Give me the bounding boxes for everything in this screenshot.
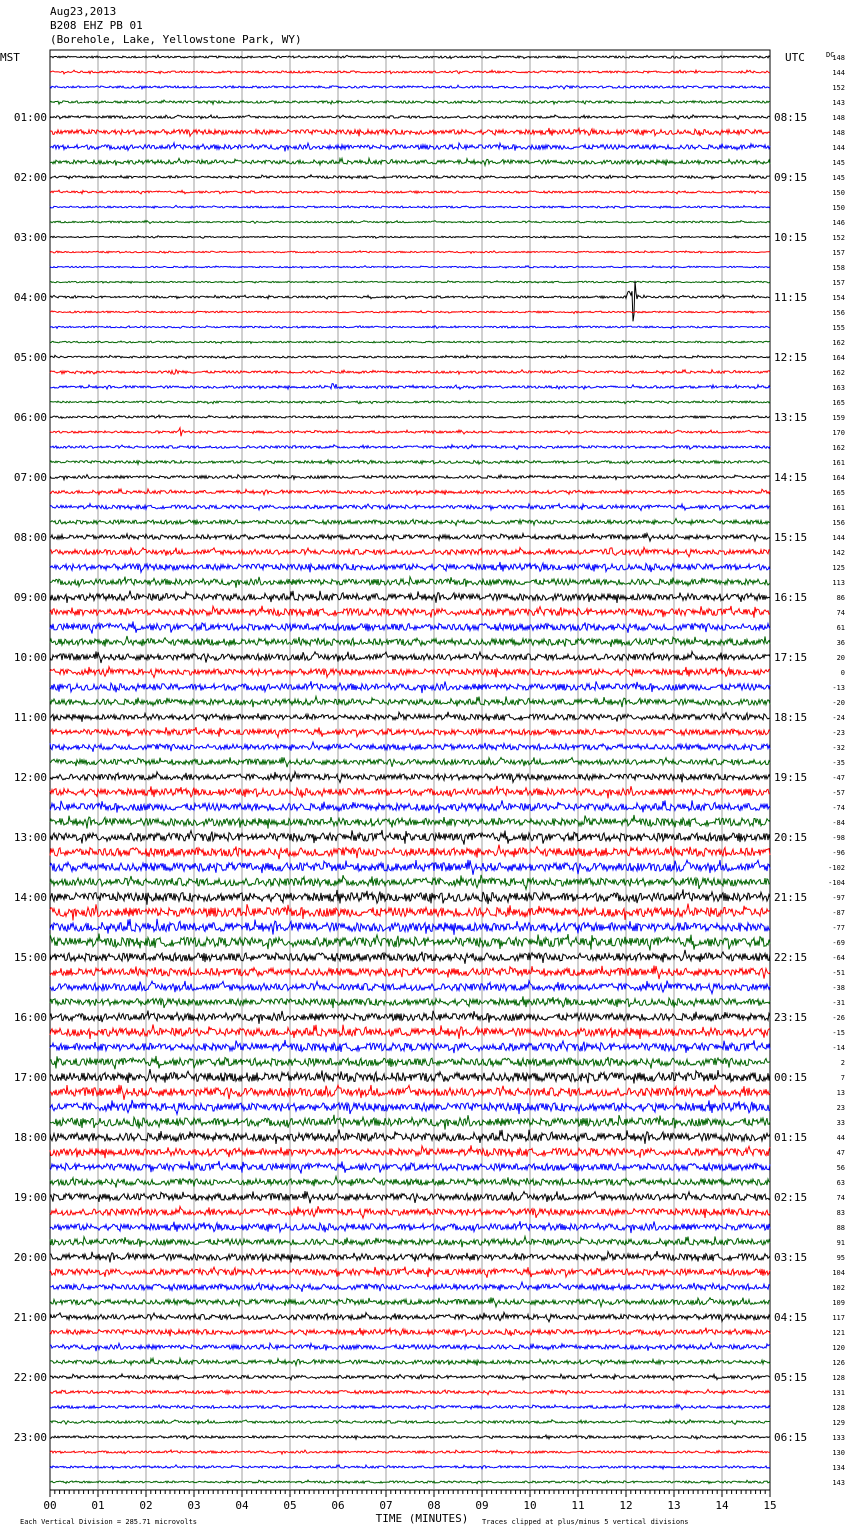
dc-offset-label: 146	[832, 219, 845, 227]
dc-offset-label: 150	[832, 189, 845, 197]
trace-line	[50, 236, 770, 239]
trace-line	[50, 251, 770, 254]
dc-offset-label: 144	[832, 144, 845, 152]
header-location: (Borehole, Lake, Yellowstone Park, WY)	[50, 33, 302, 46]
dc-offset-label: -97	[832, 894, 845, 902]
dc-label: DC	[826, 51, 835, 59]
dc-offset-label: -14	[832, 1044, 845, 1052]
trace-line	[50, 1389, 770, 1394]
dc-offset-label: 0	[840, 669, 845, 677]
x-tick-label: 12	[619, 1499, 633, 1512]
trace-line	[50, 934, 770, 951]
hour-label-mst: 05:00	[13, 351, 47, 364]
hour-label-mst: 03:00	[13, 231, 47, 244]
trace-line	[50, 889, 770, 904]
trace-line	[50, 341, 770, 344]
dc-offset-label: 95	[836, 1254, 845, 1262]
hour-label-utc: 21:15	[774, 891, 808, 904]
dc-offset-label: 129	[832, 1419, 845, 1427]
dc-offset-label: 128	[832, 1374, 845, 1382]
hour-label-utc: 11:15	[774, 291, 808, 304]
hour-label-utc: 06:15	[774, 1431, 808, 1444]
dc-offset-label: 162	[832, 369, 845, 377]
trace-line	[50, 1358, 770, 1365]
trace-line	[50, 489, 770, 495]
hour-label-utc: 20:15	[774, 831, 808, 844]
trace-line	[50, 1085, 770, 1100]
trace-line	[50, 966, 770, 980]
dc-offset-label: 148	[832, 114, 845, 122]
trace-line	[50, 786, 770, 799]
trace-line	[50, 1282, 770, 1292]
hour-label-mst: 18:00	[13, 1131, 47, 1144]
trace-line	[50, 474, 770, 479]
dc-offset-label: 44	[836, 1134, 845, 1142]
trace-line	[50, 190, 770, 194]
trace-line	[50, 547, 770, 556]
trace-line	[50, 1267, 770, 1278]
trace-line	[50, 1145, 770, 1158]
hour-label-utc: 19:15	[774, 771, 808, 784]
trace-line	[50, 904, 770, 921]
trace-line	[50, 757, 770, 767]
hour-label-utc: 10:15	[774, 231, 808, 244]
x-axis-title: TIME (MINUTES)	[375, 1512, 469, 1525]
trace-line	[50, 1191, 770, 1203]
hour-label-mst: 14:00	[13, 891, 47, 904]
footer-scale-note: Each Vertical Division = 285.71 microvolts	[20, 1518, 198, 1526]
trace-line	[50, 143, 770, 152]
trace-line	[50, 1480, 770, 1484]
hour-label-mst: 07:00	[13, 471, 47, 484]
hour-label-utc: 13:15	[774, 411, 808, 424]
dc-offset-label: 86	[836, 594, 845, 602]
hour-label-mst: 10:00	[13, 651, 47, 664]
trace-line	[50, 1100, 770, 1114]
hour-label-utc: 17:15	[774, 651, 808, 664]
trace-line	[50, 1221, 770, 1233]
dc-offset-label: 156	[832, 309, 845, 317]
dc-offset-label: 134	[832, 1464, 845, 1472]
dc-offset-label: -31	[832, 999, 845, 1007]
hour-label-mst: 12:00	[13, 771, 47, 784]
trace-line	[50, 55, 770, 58]
dc-offset-label: 104	[832, 1269, 845, 1277]
hour-label-utc: 12:15	[774, 351, 808, 364]
dc-offset-label: 88	[836, 1224, 845, 1232]
x-tick-label: 03	[187, 1499, 201, 1512]
dc-offset-label: 152	[832, 234, 845, 242]
trace-line	[50, 562, 770, 572]
dc-offset-label: -13	[832, 684, 845, 692]
dc-offset-label: 102	[832, 1284, 845, 1292]
dc-offset-label: 2	[840, 1059, 845, 1067]
trace-line	[50, 1405, 770, 1410]
x-tick-label: 04	[235, 1499, 249, 1512]
header-station: B208 EHZ PB 01	[50, 19, 143, 32]
trace-line	[50, 1298, 770, 1307]
trace-line	[50, 577, 770, 588]
trace-line	[50, 128, 770, 136]
trace-line	[50, 1161, 770, 1174]
trace-line	[50, 772, 770, 783]
hour-label-mst: 17:00	[13, 1071, 47, 1084]
hour-label-utc: 03:15	[774, 1251, 808, 1264]
dc-offset-label: 150	[832, 204, 845, 212]
trace-line	[50, 1435, 770, 1439]
hour-label-utc: 15:15	[774, 531, 808, 544]
trace-line	[50, 1450, 770, 1454]
trace-line	[50, 800, 770, 813]
trace-line	[50, 221, 770, 224]
hour-label-mst: 09:00	[13, 591, 47, 604]
dc-offset-label: -84	[832, 819, 845, 827]
dc-offset-label: 164	[832, 474, 845, 482]
dc-offset-label: 165	[832, 489, 845, 497]
x-tick-label: 00	[43, 1499, 57, 1512]
dc-offset-label: 74	[836, 609, 845, 617]
trace-line	[50, 100, 770, 104]
x-tick-label: 02	[139, 1499, 153, 1512]
trace-line	[50, 1236, 770, 1247]
dc-offset-label: -35	[832, 759, 845, 767]
dc-offset-label: -15	[832, 1029, 845, 1037]
hour-label-utc: 00:15	[774, 1071, 808, 1084]
trace-line	[50, 591, 770, 603]
dc-offset-label: 148	[832, 129, 845, 137]
dc-offset-label: -24	[832, 714, 845, 722]
x-tick-label: 15	[763, 1499, 777, 1512]
hour-label-mst: 22:00	[13, 1371, 47, 1384]
hour-label-utc: 22:15	[774, 951, 808, 964]
dc-offset-label: 117	[832, 1314, 845, 1322]
dc-offset-label: -69	[832, 939, 845, 947]
trace-line	[50, 727, 770, 737]
trace-line	[50, 742, 770, 752]
dc-offset-label: 83	[836, 1209, 845, 1217]
hour-label-mst: 11:00	[13, 711, 47, 724]
dc-offset-label: -38	[832, 984, 845, 992]
trace-line	[50, 1130, 770, 1144]
hour-label-utc: 09:15	[774, 171, 808, 184]
trace-line	[50, 281, 770, 322]
dc-offset-label: 120	[832, 1344, 845, 1352]
dc-offset-label: -64	[832, 954, 845, 962]
dc-offset-label: 157	[832, 249, 845, 257]
trace-line	[50, 1465, 770, 1469]
dc-offset-label: 121	[832, 1329, 845, 1337]
hour-label-utc: 18:15	[774, 711, 808, 724]
trace-line	[50, 1251, 770, 1262]
hour-label-mst: 21:00	[13, 1311, 47, 1324]
dc-offset-label: 162	[832, 444, 845, 452]
dc-offset-label: 47	[836, 1149, 845, 1157]
trace-line	[50, 205, 770, 208]
trace-line	[50, 115, 770, 119]
dc-offset-label: -96	[832, 849, 845, 857]
x-tick-label: 13	[667, 1499, 681, 1512]
trace-line	[50, 875, 770, 889]
trace-line	[50, 175, 770, 179]
dc-offset-label: 74	[836, 1194, 845, 1202]
trace-line	[50, 266, 770, 269]
x-tick-label: 07	[379, 1499, 393, 1512]
dc-offset-label: 56	[836, 1164, 845, 1172]
dc-offset-label: -104	[828, 879, 845, 887]
trace-line	[50, 460, 770, 465]
dc-offset-label: 91	[836, 1239, 845, 1247]
dc-offset-label: 143	[832, 1479, 845, 1487]
hour-label-utc: 02:15	[774, 1191, 808, 1204]
dc-offset-label: 156	[832, 519, 845, 527]
dc-offset-label: 125	[832, 564, 845, 572]
trace-line	[50, 696, 770, 707]
x-tick-label: 11	[571, 1499, 585, 1512]
trace-line	[50, 1056, 770, 1069]
dc-offset-label: 170	[832, 429, 845, 437]
trace-line	[50, 667, 770, 678]
trace-line	[50, 1420, 770, 1425]
dc-offset-label: 128	[832, 1404, 845, 1412]
dc-offset-label: -87	[832, 909, 845, 917]
dc-offset-label: -57	[832, 789, 845, 797]
dc-offset-label: 154	[832, 294, 845, 302]
dc-offset-label: -32	[832, 744, 845, 752]
dc-offset-label: 161	[832, 459, 845, 467]
x-tick-label: 06	[331, 1499, 345, 1512]
trace-line	[50, 636, 770, 647]
trace-line	[50, 519, 770, 526]
dc-offset-label: 145	[832, 174, 845, 182]
trace-line	[50, 1011, 770, 1024]
dc-offset-label: 133	[832, 1434, 845, 1442]
trace-line	[50, 1025, 770, 1039]
trace-line	[50, 428, 770, 437]
dc-offset-label: 163	[832, 384, 845, 392]
trace-line	[50, 1374, 770, 1380]
trace-line	[50, 1206, 770, 1218]
dc-offset-label: 20	[836, 654, 845, 662]
hour-label-mst: 16:00	[13, 1011, 47, 1024]
x-tick-label: 08	[427, 1499, 441, 1512]
dc-offset-label: 165	[832, 399, 845, 407]
trace-line	[50, 70, 770, 74]
hour-label-utc: 23:15	[774, 1011, 808, 1024]
hour-label-mst: 06:00	[13, 411, 47, 424]
hour-label-utc: 05:15	[774, 1371, 808, 1384]
dc-offset-label: 113	[832, 579, 845, 587]
dc-offset-label: -23	[832, 729, 845, 737]
trace-line	[50, 815, 770, 829]
hour-label-mst: 13:00	[13, 831, 47, 844]
footer-clip-note: Traces clipped at plus/minus 5 vertical divisions	[482, 1518, 689, 1526]
trace-line	[50, 1040, 770, 1053]
dc-offset-label: 142	[832, 549, 845, 557]
trace-line	[50, 652, 770, 664]
dc-offset-label: -77	[832, 924, 845, 932]
dc-offset-label: 126	[832, 1359, 845, 1367]
trace-line	[50, 504, 770, 511]
dc-offset-label: 152	[832, 84, 845, 92]
trace-line	[50, 981, 770, 994]
dc-offset-label: -20	[832, 699, 845, 707]
x-tick-label: 10	[523, 1499, 537, 1512]
dc-offset-label: 162	[832, 339, 845, 347]
trace-line	[50, 860, 770, 875]
dc-offset-label: 130	[832, 1449, 845, 1457]
trace-line	[50, 622, 770, 634]
hour-label-mst: 19:00	[13, 1191, 47, 1204]
trace-line	[50, 281, 770, 284]
dc-offset-label: 33	[836, 1119, 845, 1127]
dc-offset-label: 131	[832, 1389, 845, 1397]
trace-line	[50, 681, 770, 693]
left-axis-title: MST	[0, 51, 20, 64]
trace-line	[50, 1069, 770, 1083]
hour-label-mst: 01:00	[13, 111, 47, 124]
x-tick-label: 01	[91, 1499, 105, 1512]
trace-line	[50, 1312, 770, 1321]
trace-line	[50, 401, 770, 404]
dc-offset-label: 155	[832, 324, 845, 332]
dc-offset-label: -51	[832, 969, 845, 977]
x-tick-label: 05	[283, 1499, 297, 1512]
trace-line	[50, 370, 770, 375]
trace-line	[50, 950, 770, 964]
hour-label-utc: 14:15	[774, 471, 808, 484]
dc-offset-label: 63	[836, 1179, 845, 1187]
dc-offset-label: -26	[832, 1014, 845, 1022]
dc-offset-label: 143	[832, 99, 845, 107]
dc-offset-label: 23	[836, 1104, 845, 1112]
hour-label-utc: 04:15	[774, 1311, 808, 1324]
dc-offset-label: 61	[836, 624, 845, 632]
trace-line	[50, 1343, 770, 1351]
trace-line	[50, 919, 770, 935]
dc-offset-label: 148	[832, 54, 845, 62]
hour-label-utc: 16:15	[774, 591, 808, 604]
trace-line	[50, 996, 770, 1008]
trace-line	[50, 415, 770, 419]
hour-label-mst: 04:00	[13, 291, 47, 304]
trace-line	[50, 606, 770, 618]
header-date: Aug23,2013	[50, 5, 117, 18]
trace-line	[50, 355, 770, 358]
dc-offset-label: 158	[832, 264, 845, 272]
trace-line	[50, 384, 770, 390]
dc-offset-label: 164	[832, 354, 845, 362]
trace-line	[50, 533, 770, 541]
trace-line	[50, 311, 770, 314]
dc-offset-label: 145	[832, 159, 845, 167]
dc-offset-label: 36	[836, 639, 845, 647]
dc-offset-label: 159	[832, 414, 845, 422]
dc-offset-label: 157	[832, 279, 845, 287]
dc-offset-label: 7	[840, 1074, 845, 1082]
hour-label-utc: 08:15	[774, 111, 808, 124]
hour-label-mst: 02:00	[13, 171, 47, 184]
trace-line	[50, 845, 770, 860]
dc-offset-label: -47	[832, 774, 845, 782]
trace-line	[50, 712, 770, 722]
trace-line	[50, 830, 770, 845]
dc-offset-label: 13	[836, 1089, 845, 1097]
trace-line	[50, 85, 770, 89]
x-tick-label: 14	[715, 1499, 729, 1512]
hour-label-mst: 15:00	[13, 951, 47, 964]
trace-line	[50, 1176, 770, 1187]
x-tick-label: 09	[475, 1499, 489, 1512]
trace-line	[50, 445, 770, 450]
dc-offset-label: -102	[828, 864, 845, 872]
dc-offset-label: 144	[832, 534, 845, 542]
dc-offset-label: 144	[832, 69, 845, 77]
dc-offset-label: -74	[832, 804, 845, 812]
dc-offset-label: -98	[832, 834, 845, 842]
right-axis-title: UTC	[785, 51, 805, 64]
trace-line	[50, 1328, 770, 1337]
dc-offset-label: 109	[832, 1299, 845, 1307]
dc-offset-label: 161	[832, 504, 845, 512]
hour-label-mst: 08:00	[13, 531, 47, 544]
trace-line	[50, 326, 770, 329]
hour-label-mst: 23:00	[13, 1431, 47, 1444]
hour-label-utc: 01:15	[774, 1131, 808, 1144]
hour-label-mst: 20:00	[13, 1251, 47, 1264]
trace-line	[50, 1115, 770, 1130]
trace-line	[50, 158, 770, 165]
